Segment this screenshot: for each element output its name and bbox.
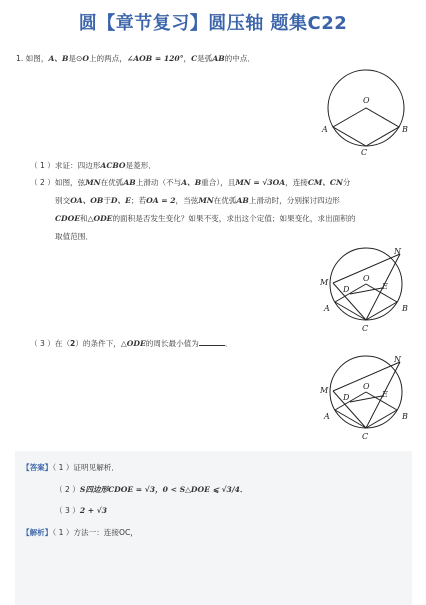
fig2-label-n: N bbox=[394, 247, 401, 256]
answer-3-number: （ 3 ） bbox=[55, 506, 80, 515]
problem-number: 1. bbox=[16, 54, 24, 63]
answer-line-3 bbox=[55, 505, 107, 516]
answer-2-number: （ 2 ） bbox=[55, 485, 80, 494]
intro-angle: ∠AOB = 120° bbox=[126, 54, 184, 63]
figure-3-ac bbox=[335, 410, 366, 428]
q2-l4: 取值范围． bbox=[55, 232, 93, 241]
fig3-label-o: O bbox=[363, 382, 370, 391]
q2-triangle: △ODE bbox=[87, 214, 113, 223]
page-title: 圆【章节复习】圆压轴 题集C22 bbox=[78, 13, 348, 34]
intro-text-f: 的中点． bbox=[224, 54, 256, 63]
q2-l2-c: ；若 bbox=[130, 196, 147, 205]
analysis-text: 方法一：连接OC， bbox=[73, 528, 138, 537]
q2-number: （ 2 ） bbox=[30, 178, 55, 187]
answer-line-2 bbox=[55, 484, 248, 495]
fig2-label-e: E bbox=[382, 282, 388, 291]
q2-lines: CM、CN bbox=[307, 178, 343, 187]
q3-text-b: ）的条件下， bbox=[75, 339, 121, 348]
analysis-line-1 bbox=[22, 527, 138, 538]
q2-l3-b: 的面积是否发生变化？如果不变，求出这个定值；如果变化，求出面积的 bbox=[112, 214, 356, 223]
q3-answer-blank[interactable] bbox=[199, 338, 225, 346]
q2-l1-b: 在优弧 bbox=[100, 178, 124, 187]
q2-l1-c: 上滑动（不与 bbox=[135, 178, 182, 187]
q3-ref: 2 bbox=[70, 339, 76, 348]
q3-text-c: 的周长最小值为 bbox=[145, 339, 199, 348]
q2-l2-a: 别交 bbox=[55, 196, 71, 205]
question-2-line-4 bbox=[55, 231, 93, 242]
fig3-label-b: B bbox=[402, 412, 408, 421]
q2-de: D、E bbox=[110, 196, 131, 205]
fig2-label-c: C bbox=[362, 324, 369, 333]
q3-end: ． bbox=[224, 339, 233, 348]
q2-radii: OA、OB bbox=[70, 196, 104, 205]
q2-l2-b: 于 bbox=[103, 196, 111, 205]
q2-l1-f: 分 bbox=[342, 178, 351, 187]
analysis-number: （ 1 ） bbox=[52, 528, 74, 537]
fig2-label-b: B bbox=[402, 304, 408, 313]
q2-l3-a: 和 bbox=[80, 214, 88, 223]
q1-text-a: 求证：四边形 bbox=[54, 161, 101, 170]
q1-text-b: 是菱形． bbox=[125, 161, 156, 170]
figure-3 bbox=[314, 350, 414, 442]
q2-l2-d: ，当弦 bbox=[175, 196, 199, 205]
figure-2-oa bbox=[335, 284, 366, 302]
fig3-label-n: N bbox=[394, 355, 401, 364]
intro-text-b: 是⊙ bbox=[68, 54, 83, 63]
q2-l2-e: 在优弧 bbox=[213, 196, 237, 205]
fig2-label-d: D bbox=[343, 285, 350, 294]
intro-arc: AB bbox=[212, 54, 225, 63]
answer-line-1 bbox=[22, 462, 119, 473]
q2-l1-a: 如图，弦 bbox=[54, 178, 86, 187]
answer-2-text: S四边形CDOE = √3，0 < S△DOE ⩽ √3/4． bbox=[79, 485, 248, 494]
q2-l1-e: ，连接 bbox=[285, 178, 308, 187]
q2-l2-f: 上滑动时，分别探讨四边形 bbox=[248, 196, 340, 205]
intro-points: A、B bbox=[48, 54, 69, 63]
intro-point-c: C bbox=[191, 54, 198, 63]
analysis-tag: 【解析】 bbox=[22, 528, 53, 537]
figure-3-cm bbox=[333, 391, 366, 428]
intro-text-c: 上的两点， bbox=[88, 54, 127, 63]
problem-intro bbox=[16, 53, 255, 64]
q3-triangle: △ODE bbox=[120, 339, 146, 348]
question-1 bbox=[30, 160, 156, 171]
fig2-label-o: O bbox=[363, 274, 370, 283]
q3-number: （ 3 ） bbox=[30, 339, 55, 348]
q2-points: A、B bbox=[181, 178, 202, 187]
figure-2 bbox=[314, 242, 414, 334]
fig3-label-d: D bbox=[343, 393, 350, 402]
answer-1-text: 证明见解析． bbox=[73, 463, 119, 472]
figure-2-ac bbox=[335, 302, 366, 320]
question-3 bbox=[30, 338, 232, 349]
intro-center: O bbox=[82, 54, 89, 63]
answer-3-text: 2 + √3 bbox=[79, 506, 108, 515]
label-c: C bbox=[361, 148, 368, 157]
intro-text-d: ， bbox=[183, 54, 192, 63]
label-a: A bbox=[322, 125, 328, 134]
figure-1 bbox=[317, 64, 417, 160]
fig3-label-c: C bbox=[362, 432, 369, 441]
figure-2-cm bbox=[333, 283, 366, 320]
q2-arc: AB bbox=[123, 178, 136, 187]
q1-number: （ 1 ） bbox=[30, 161, 55, 170]
fig3-label-a: A bbox=[324, 412, 330, 421]
answer-1-number: （ 1 ） bbox=[52, 463, 74, 472]
answer-tag: 【答案】 bbox=[22, 463, 53, 472]
figure-1-rhombus bbox=[333, 108, 399, 146]
intro-text-a: 如图， bbox=[25, 54, 49, 63]
fig3-label-e: E bbox=[382, 390, 388, 399]
q2-chord: MN bbox=[85, 178, 101, 187]
q1-shape: ACBO bbox=[100, 161, 126, 170]
label-o: O bbox=[363, 96, 370, 105]
q2-quad: CDOE bbox=[55, 214, 81, 223]
q2-equation: MN = √3OA bbox=[235, 178, 286, 187]
question-2-line-3 bbox=[55, 213, 355, 224]
q2-arc-2: AB bbox=[236, 196, 249, 205]
q3-text-a: 在（ bbox=[54, 339, 71, 348]
fig3-label-m: M bbox=[320, 386, 329, 395]
q2-chord-2: MN bbox=[198, 196, 214, 205]
fig2-label-a: A bbox=[324, 304, 330, 313]
q2-oa-value: OA = 2 bbox=[146, 196, 176, 205]
label-b: B bbox=[402, 125, 408, 134]
figure-3-oa bbox=[335, 392, 366, 410]
fig2-label-m: M bbox=[320, 278, 329, 287]
q2-l1-d: 重合），且 bbox=[201, 178, 236, 187]
question-2-line-2 bbox=[55, 195, 340, 206]
intro-text-e: 是弧 bbox=[197, 54, 213, 63]
question-2-line-1 bbox=[30, 177, 351, 188]
